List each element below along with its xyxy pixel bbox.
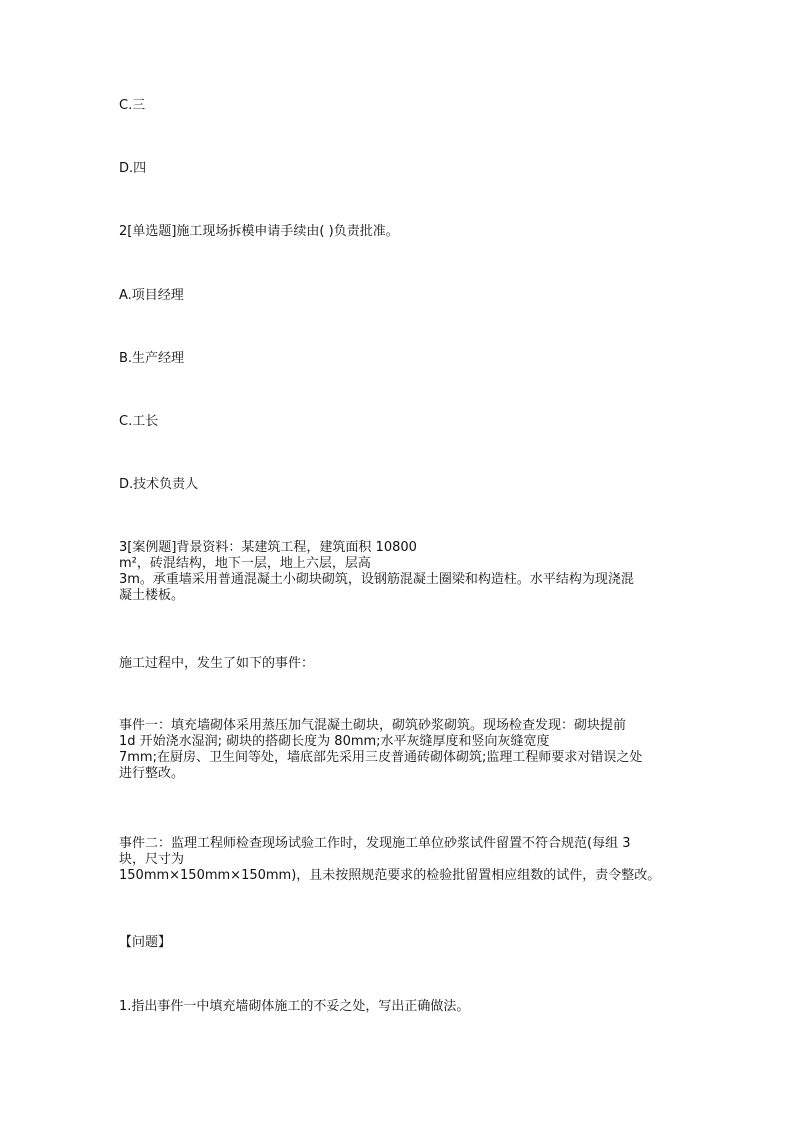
case-background [119, 540, 679, 604]
option-c-q2: C.工长 [119, 414, 159, 429]
event-two-line-3: 150mm×150mm×150mm)，且未按照规范要求的检验批留置相应组数的试件，责令整改。 [119, 868, 661, 883]
option-a-q2: A.项目经理 [119, 288, 184, 303]
event-two-line-2: 块，尺寸为 [119, 852, 185, 867]
question-header: 【问题】 [119, 935, 172, 950]
event-one-line-2: 1d 开始浇水湿润; 砌块的搭砌长度为 80mm;水平灰缝厚度和竖向灰缝宽度 [119, 734, 550, 749]
case-line-2: m²，砖混结构，地下一层，地上六层，层高 [119, 556, 371, 571]
event-two [119, 836, 679, 884]
event-one [119, 718, 679, 782]
process-intro: 施工过程中，发生了如下的事件： [119, 656, 315, 671]
case-line-1: 3[案例题]背景资料：某建筑工程，建筑面积 10800 [119, 540, 417, 555]
option-c-q1: C.三 [119, 98, 146, 113]
case-line-3: 3m。承重墙采用普通混凝土小砌块砌筑，设钢筋混凝土圈梁和构造柱。水平结构为现浇混 [119, 572, 634, 587]
case-line-4: 凝土楼板。 [119, 588, 185, 603]
event-one-line-3: 7mm;在厨房、卫生间等处，墙底部先采用三皮普通砖砌体砌筑;监理工程师要求对错误之处 [119, 750, 643, 765]
question-1: 1.指出事件一中填充墙砌体施工的不妥之处，写出正确做法。 [119, 999, 470, 1014]
option-b-q2: B.生产经理 [119, 351, 185, 366]
event-one-line-1: 事件一：填充墙砌体采用蒸压加气混凝土砌块，砌筑砂浆砌筑。现场检查发现：砌块提前 [119, 718, 627, 733]
option-d-q2: D.技术负责人 [119, 477, 199, 492]
question-2-stem: 2[单选题]施工现场拆模申请手续由( )负责批准。 [119, 224, 399, 239]
option-d-q1: D.四 [119, 161, 147, 176]
event-two-line-1: 事件二：监理工程师检查现场试验工作时，发现施工单位砂浆试件留置不符合规范(每组 3 [119, 836, 631, 851]
event-one-line-4: 进行整改。 [119, 766, 185, 781]
